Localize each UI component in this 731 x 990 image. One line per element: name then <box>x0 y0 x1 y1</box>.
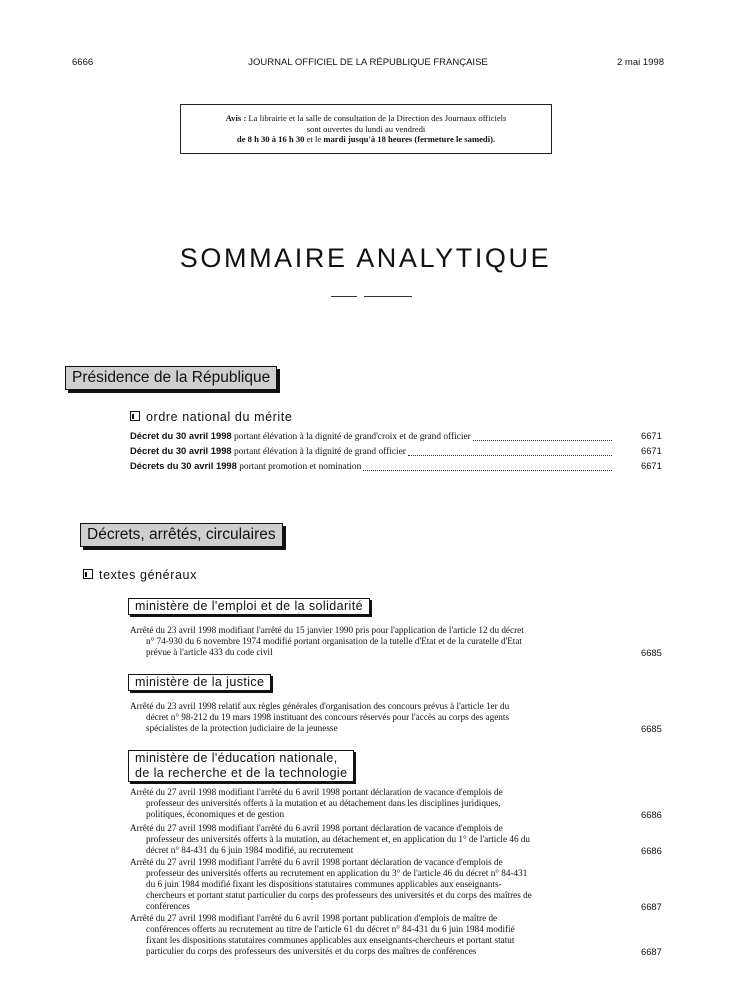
decree-entry <box>130 701 614 734</box>
ministry-name-line: ministère de l'emploi et de la solidarité <box>135 599 363 613</box>
entry-page-number: 6685 <box>641 723 662 734</box>
decree-entry-line: professeur des universités offerts à la mutation et au détachement dans les disciplines juridiques, <box>146 798 501 808</box>
page-title: SOMMAIRE ANALYTIQUE <box>179 243 552 273</box>
subheading-ordre-merite-label: ordre national du mérite <box>146 410 293 424</box>
decree-entry-line: chercheurs et portant statut particulier du corps des professeurs des universités et du corps des maîtres de <box>146 890 532 900</box>
notice-tuesday: mardi jusqu'à 18 heures (fermeture le samedi). <box>323 134 496 144</box>
summary-entry <box>130 445 406 457</box>
journal-title: JOURNAL OFFICIEL DE LA RÉPUBLIQUE FRANÇAISE <box>248 57 488 68</box>
entry-page-number: 6671 <box>641 430 662 441</box>
decree-entry-line: professeur des universités offerts à la mutation, au détachement et, en application du 1° de l'article 46 du <box>146 834 531 844</box>
notice-conj: et le <box>306 134 322 144</box>
decree-entry-line: Arrêté du 27 avril 1998 modifiant l'arrêté du 6 avril 1998 portant déclaration de vacance d'emplois de <box>130 787 503 797</box>
entry-page-number: 6671 <box>641 460 662 471</box>
decree-entry-line: Arrêté du 23 avril 1998 modifiant l'arrêté du 15 janvier 1990 pris pour l'application de l'article 12 du décret <box>130 625 524 635</box>
title-rule-right <box>364 296 412 297</box>
entry-page-number: 6687 <box>641 946 662 957</box>
subheading-ordre-merite <box>130 410 292 424</box>
decree-entry-line: décret n° 98-212 du 19 mars 1998 instituant des concours réservés pour l'accès au corps des agents <box>146 712 510 722</box>
entry-page-number: 6687 <box>641 901 662 912</box>
decree-entry-line: professeur des universités offerts au recrutement en application du 3° de l'article 46 du décret n° 84-431 <box>146 868 528 878</box>
decree-entry <box>130 787 614 820</box>
notice-label: Avis : <box>225 113 247 123</box>
checkbox-bullet-icon <box>130 411 140 421</box>
decree-entry-line: Arrêté du 27 avril 1998 modifiant l'arrêté du 6 avril 1998 portant publication d'emplois de maître de <box>130 913 498 923</box>
ministry-name-line: ministère de la justice <box>135 675 265 689</box>
ministry-name-line: ministère de l'éducation nationale, <box>135 751 338 765</box>
entry-decree-title: Décret du 30 avril 1998 <box>130 445 232 456</box>
entry-description: portant élévation à la dignité de grand'croix et de grand officier <box>231 432 471 442</box>
entry-description: portant élévation à la dignité de grand officier <box>231 447 406 457</box>
notice-line-2: sont ouvertes du lundi au vendredi <box>306 123 426 134</box>
decree-entry-line: Arrêté du 27 avril 1998 modifiant l'arrêté du 6 avril 1998 portant déclaration de vacance d'emplois de <box>130 823 503 833</box>
ministry-heading <box>128 750 354 782</box>
ministry-heading <box>128 674 271 691</box>
issue-date: 2 mai 1998 <box>616 57 664 68</box>
entry-page-number: 6685 <box>641 647 662 658</box>
decree-entry <box>130 625 614 658</box>
summary-entry <box>130 460 361 472</box>
decree-entry-line: Arrêté du 27 avril 1998 modifiant l'arrêté du 6 avril 1998 portant déclaration de vacance d'emplois de <box>130 857 503 867</box>
decree-entry-line: conférences <box>146 901 190 911</box>
decree-entry <box>130 823 614 856</box>
dot-leader <box>408 446 612 456</box>
decree-entry <box>130 857 614 912</box>
dot-leader <box>363 461 612 471</box>
decree-entry-line: spécialistes de la protection judiciaire de la jeunesse <box>146 723 338 733</box>
decree-entry-line: n° 74-930 du 6 novembre 1974 modifié portant organisation de la tutelle d'Etat et de la curatelle d'Etat <box>146 636 522 646</box>
ministry-heading <box>128 598 370 615</box>
summary-entry <box>130 430 471 442</box>
entry-decree-title: Décret du 30 avril 1998 <box>130 430 232 441</box>
section-heading-presidence: Présidence de la République <box>65 366 277 390</box>
entry-description: portant promotion et nomination <box>236 462 362 472</box>
decree-entry-line: particulier du corps des professeurs des universités et du corps des maîtres de conférences <box>146 946 477 956</box>
ministry-name-line: de la recherche et de la technologie <box>135 766 348 780</box>
title-rule-left <box>331 296 357 297</box>
entry-page-number: 6671 <box>641 445 662 456</box>
running-header <box>72 57 664 71</box>
entry-page-number: 6686 <box>641 809 662 820</box>
notice-hours: de 8 h 30 à 16 h 30 <box>236 134 305 144</box>
subheading-textes-generaux-label: textes généraux <box>99 568 197 582</box>
checkbox-bullet-icon <box>83 569 93 579</box>
decree-entry-line: décret n° 84-431 du 6 juin 1984 modifié, au recrutement <box>146 845 354 855</box>
subheading-textes-generaux <box>83 568 197 582</box>
entry-decree-title: Décrets du 30 avril 1998 <box>130 460 237 471</box>
decree-entry-line: fixant les dispositions statutaires communes applicables aux enseignants-chercheurs et portant statut <box>146 935 515 945</box>
decree-entry-line: du 6 juin 1984 modifié fixant les dispositions statutaires communes applicables aux enseignants- <box>146 879 502 889</box>
entry-page-number: 6686 <box>641 845 662 856</box>
section-heading-decrets: Décrets, arrêtés, circulaires <box>80 523 283 547</box>
decree-entry-line: prévue à l'article 433 du code civil <box>146 647 273 657</box>
notice-box <box>180 104 552 154</box>
decree-entry-line: politiques, économiques et de gestion <box>146 809 285 819</box>
decree-entry-line: conférences offerts au recrutement au titre de l'article 61 du décret n° 84-431 du 6 juin 1984 modifié <box>146 924 515 934</box>
dot-leader <box>473 431 612 441</box>
page-number: 6666 <box>72 57 94 68</box>
decree-entry-line: Arrêté du 23 avril 1998 relatif aux règles générales d'organisation des concours prévus à l'article 1er du <box>130 701 510 711</box>
decree-entry <box>130 913 614 957</box>
notice-line-1: La librairie et la salle de consultation de la Direction des Journaux officiels <box>248 113 507 123</box>
